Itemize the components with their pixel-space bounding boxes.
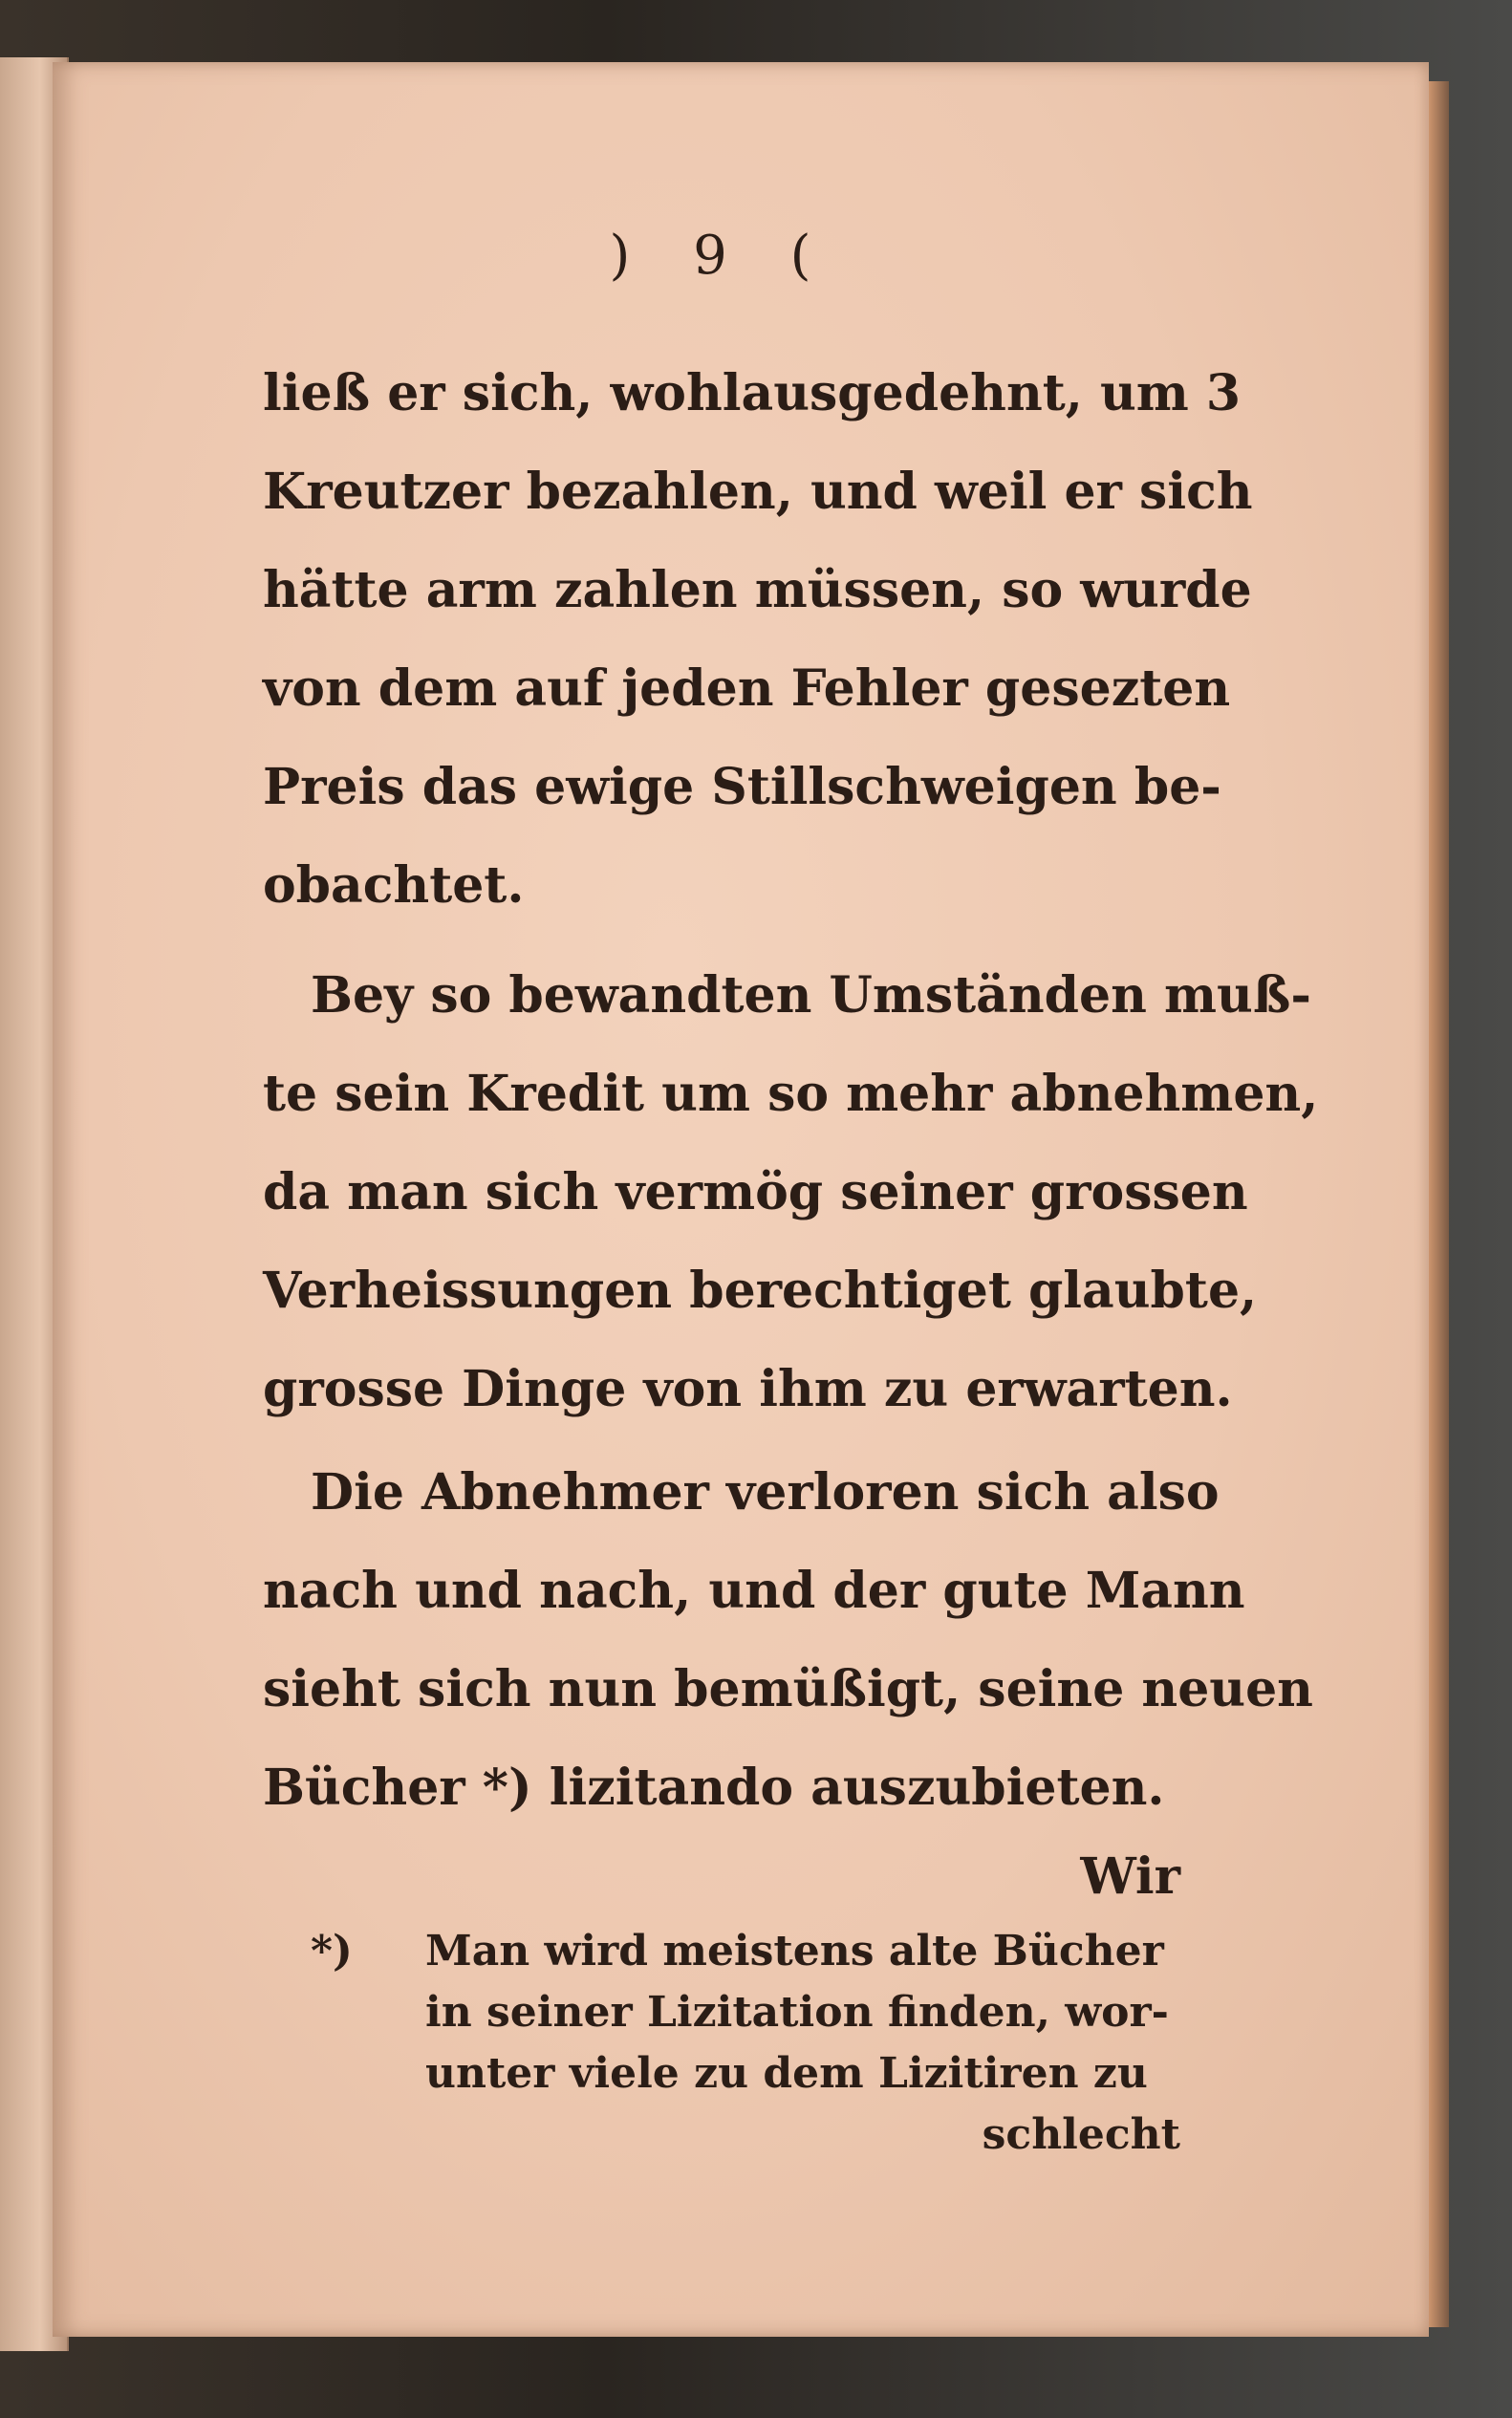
footnote-text: Man wird meistens alte Bücher	[425, 1927, 1164, 1975]
text-line: sieht sich nun bemüßigt, seine neuen	[263, 1660, 1313, 1718]
text-line: ließ er sich, wohlausgedehnt, um 3	[263, 364, 1242, 422]
text-line: grosse Dinge von ihm zu erwarten.	[263, 1360, 1233, 1418]
text-line: obachtet.	[263, 856, 525, 915]
text-line: da man sich vermög seiner grossen	[263, 1163, 1248, 1221]
text-line: von dem auf jeden Fehler gesezten	[263, 659, 1231, 718]
paragraph-1	[263, 344, 1253, 935]
paragraph-3	[263, 1443, 1313, 1837]
book-page	[53, 62, 1429, 2337]
footnote-line: schlecht	[982, 2110, 1180, 2159]
text-line: Bücher *) lizitando auszubieten.	[263, 1759, 1165, 1817]
text-line: te sein Kredit um so mehr abnehmen,	[263, 1065, 1319, 1123]
footnote-line: unter viele zu dem Lizitiren zu	[425, 2049, 1148, 2098]
text-line: nach und nach, und der gute Mann	[263, 1562, 1245, 1620]
text-line: Verheissungen berechtiget glaubte,	[263, 1262, 1258, 1320]
text-line: Kreutzer bezahlen, und weil er sich	[263, 463, 1253, 521]
text-line: hätte arm zahlen müssen, so wurde	[263, 561, 1252, 619]
paragraph-2	[263, 946, 1319, 1438]
footnote-line: in seiner Lizitation finden, wor-	[425, 1988, 1169, 2037]
page-number: ) 9 (	[609, 225, 834, 287]
text-line: Preis das ewige Stillschweigen be-	[263, 758, 1221, 816]
footnote	[311, 1921, 1180, 2166]
text-line: Die Abnehmer verloren sich also	[311, 1463, 1220, 1522]
text-line: Bey so bewandten Umständen muß-	[311, 966, 1311, 1025]
catchword: Wir	[1080, 1847, 1180, 1906]
footnote-line	[311, 1921, 1180, 1982]
footnote-marker: *)	[311, 1927, 353, 1975]
